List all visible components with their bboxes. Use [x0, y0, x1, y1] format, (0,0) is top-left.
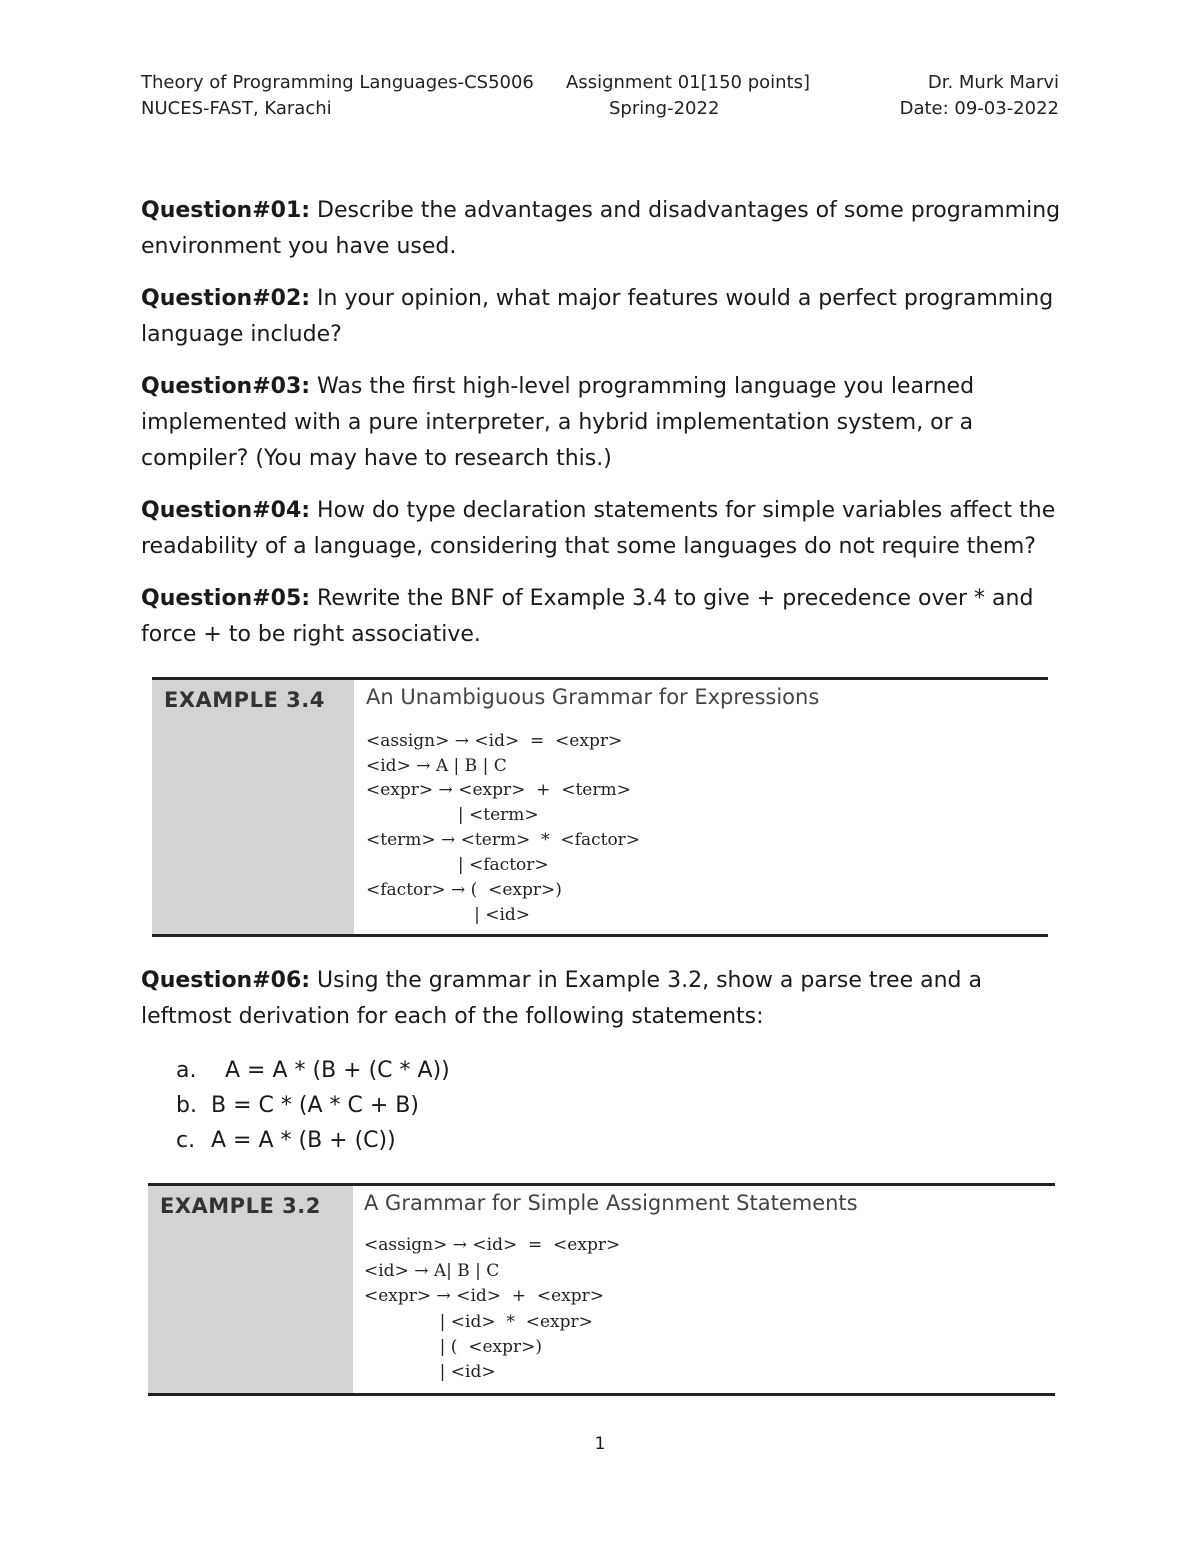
question-label: Question#02:: [141, 286, 311, 311]
grammar-line: | <id> * <expr>: [364, 1312, 593, 1332]
example-title: An Unambiguous Grammar for Expressions: [366, 685, 820, 709]
example-3-2-box: [148, 1183, 1055, 1396]
question-text: Describe the advantages and disadvantages of some programming environment you have used.: [141, 198, 1061, 259]
grammar-line: | <id>: [364, 1362, 496, 1382]
question-label: Question#05:: [141, 586, 311, 611]
statement-label: c.: [176, 1128, 196, 1153]
grammar-line: <expr> → <id> + <expr>: [364, 1286, 605, 1306]
question-text: Was the first high-level programming language you learned implemented with a pure interpreter, a hybrid implementation system, or a compiler? (You may have to research this.): [141, 374, 975, 471]
grammar-line: | <factor>: [366, 855, 549, 875]
grammar-line: <id> → A| B | C: [364, 1261, 500, 1281]
bottom-rule: [148, 1393, 1055, 1396]
question-06: [141, 963, 1061, 1035]
course-title: Theory of Programming Languages-CS5006: [141, 72, 534, 93]
example-label: EXAMPLE 3.2: [160, 1194, 321, 1218]
assignment-title: Assignment 01[150 points]: [566, 72, 811, 93]
grammar-line: <factor> → ( <expr>): [366, 880, 562, 900]
institution-name: NUCES-FAST, Karachi: [141, 98, 332, 119]
grammar-line: <id> → A | B | C: [366, 756, 507, 776]
statement-label: a.: [176, 1058, 197, 1083]
semester-label: Spring-2022: [609, 98, 720, 119]
example-3-4-box: [152, 677, 1048, 937]
statement-text: A = A * (B + (C)): [211, 1128, 396, 1153]
grammar-line: <assign> → <id> = <expr>: [364, 1235, 621, 1255]
example-label: EXAMPLE 3.4: [164, 688, 325, 712]
grammar-line: | <id>: [366, 905, 531, 925]
example-title: A Grammar for Simple Assignment Statements: [364, 1191, 858, 1215]
question-label: Question#04:: [141, 498, 311, 523]
grammar-line: | ( <expr>): [364, 1337, 543, 1357]
statement-b: [176, 1089, 419, 1123]
statement-c: [176, 1124, 396, 1158]
grammar-line: <term> → <term> * <factor>: [366, 830, 641, 850]
question-01: [141, 193, 1061, 265]
statement-text: A = A * (B + (C * A)): [211, 1058, 450, 1083]
statement-a: [176, 1054, 450, 1088]
page-number: 1: [594, 1434, 606, 1454]
question-03: [141, 369, 1061, 477]
example-label-panel: [148, 1186, 353, 1393]
statement-label: b.: [176, 1093, 197, 1118]
grammar-line: <assign> → <id> = <expr>: [366, 731, 623, 751]
question-04: [141, 493, 1061, 565]
grammar-line: <expr> → <expr> + <term>: [366, 780, 631, 800]
question-text: How do type declaration statements for simple variables affect the readability of a language, considering that some languages do not require them?: [141, 498, 1056, 559]
question-label: Question#01:: [141, 198, 311, 223]
assignment-date: Date: 09-03-2022: [899, 98, 1059, 119]
bottom-rule: [152, 934, 1048, 937]
instructor-name: Dr. Murk Marvi: [927, 72, 1059, 93]
question-text: Using the grammar in Example 3.2, show a parse tree and a leftmost derivation for each of the following statements:: [141, 968, 982, 1029]
example-label-panel: [152, 680, 354, 934]
statement-text: B = C * (A * C + B): [211, 1093, 419, 1118]
grammar-line: | <term>: [366, 805, 539, 825]
question-label: Question#03:: [141, 374, 311, 399]
question-text: In your opinion, what major features would a perfect programming language include?: [141, 286, 1054, 347]
question-text: Rewrite the BNF of Example 3.4 to give + precedence over * and force + to be right associative.: [141, 586, 1034, 647]
question-02: [141, 281, 1061, 353]
question-label: Question#06:: [141, 968, 311, 993]
question-05: [141, 581, 1061, 653]
